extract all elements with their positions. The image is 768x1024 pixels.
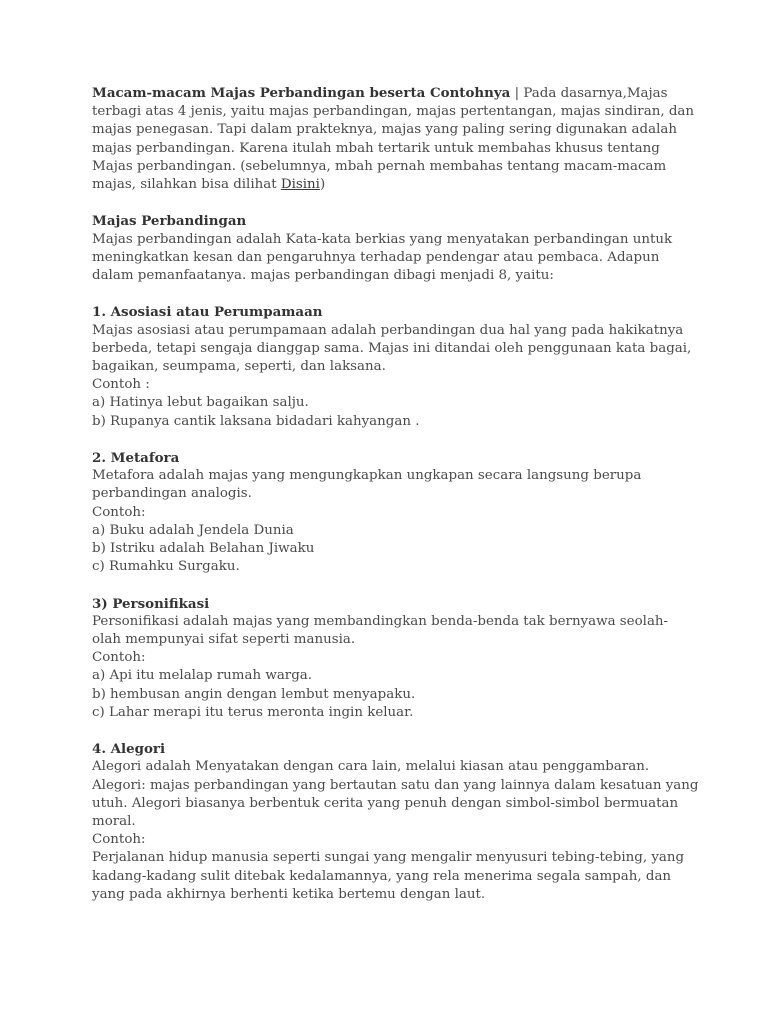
section-heading: 2. Metafora	[92, 450, 180, 467]
section-line: Contoh:	[92, 650, 146, 666]
section-line: kadang-kadang sulit ditebak kedalamannya, yang rela menerima segala sampah, dan	[92, 868, 672, 884]
section-line: b) Rupanya cantik laksana bidadari kahyangan .	[92, 413, 420, 429]
disini-link[interactable]: Disini	[280, 177, 320, 193]
section-line: berbeda, tetapi sengaja dianggap sama. Majas ini ditandai oleh penggunaan kata bagai,	[92, 340, 692, 356]
section-line: a) Buku adalah Jendela Dunia	[92, 522, 294, 538]
perbandingan-line: Majas perbandingan adalah Kata-kata berkias yang menyatakan perbandingan untuk	[92, 231, 673, 247]
section-line: bagaikan, seumpama, seperti, dan laksana.	[92, 359, 386, 375]
section-line: Majas asosiasi atau perumpamaan adalah perbandingan dua hal yang pada hakikatnya	[92, 322, 684, 338]
spacer	[92, 285, 682, 303]
section-line: yang pada akhirnya berhenti ketika bertemu dengan laut.	[92, 886, 486, 902]
section-line: c) Rumahku Surgaku.	[92, 559, 240, 575]
section-line: Alegori adalah Menyatakan dengan cara lain, melalui kiasan atau penggambaran.	[92, 759, 650, 775]
section-heading: 1. Asosiasi atau Perumpamaan	[92, 304, 323, 321]
intro-line-1-text: Pada dasarnya,Majas	[523, 86, 668, 101]
section-line: b) hembusan angin dengan lembut menyapaku.	[92, 686, 416, 702]
section-heading: 4. Alegori	[92, 741, 166, 758]
section-line: Alegori: majas perbandingan yang bertautan satu dan yang lainnya dalam kesatuan yang	[92, 777, 699, 793]
spacer	[92, 431, 682, 449]
section-line: perbandingan analogis.	[92, 486, 252, 502]
spacer	[92, 722, 682, 740]
intro-line: terbagi atas 4 jenis, yaitu majas perbandingan, majas pertentangan, majas sindiran, dan	[92, 104, 695, 120]
intro-closing-paren: )	[319, 177, 326, 193]
intro-last-text: majas, silahkan bisa dilihat	[92, 177, 281, 193]
intro-line-last	[92, 176, 682, 194]
perbandingan-line: dalam pemanfaatanya. majas perbandingan dibagi menjadi 8, yaitu:	[92, 268, 554, 284]
spacer	[92, 576, 682, 594]
section-line: a) Hatinya lebut bagaikan salju.	[92, 395, 309, 411]
section-line: Contoh:	[92, 832, 146, 848]
section-heading: 3) Personifikasi	[92, 595, 210, 612]
section-line: Metafora adalah majas yang mengungkapkan ungkapan secara langsung berupa	[92, 468, 642, 484]
intro-line: majas penegasan. Tapi dalam prakteknya, majas yang paling sering digunakan adalah	[92, 122, 677, 138]
section-line: c) Lahar merapi itu terus meronta ingin keluar.	[92, 704, 414, 720]
section-line: utuh. Alegori biasanya berbentuk cerita yang penuh dengan simbol-simbol bermuatan	[92, 795, 679, 811]
intro-line: Majas perbandingan. (sebelumnya, mbah pernah membahas tentang macam-macam	[92, 158, 667, 174]
section-line: olah mempunyai sifat seperti manusia.	[92, 632, 356, 648]
document-page	[92, 84, 699, 904]
section-metafora	[92, 449, 682, 576]
perbandingan-heading: Majas Perbandingan	[92, 213, 247, 230]
section-line: Contoh :	[92, 377, 150, 393]
section-line: moral.	[92, 814, 136, 830]
spacer	[92, 194, 682, 212]
title-separator: |	[510, 86, 524, 101]
section-asosiasi	[92, 303, 692, 430]
intro-paragraph	[92, 84, 695, 194]
section-line: Personifikasi adalah majas yang membandingkan benda-benda tak bernyawa seolah-	[92, 613, 669, 629]
intro-line-1	[92, 84, 682, 103]
section-line: Contoh:	[92, 504, 146, 520]
section-line: b) Istriku adalah Belahan Jiwaku	[92, 541, 315, 557]
article-title: Macam-macam Majas Perbandingan beserta Contohnya	[92, 85, 511, 101]
section-line: a) Api itu melalap rumah warga.	[92, 668, 313, 684]
section-alegori	[92, 740, 699, 904]
perbandingan-section	[92, 212, 682, 285]
section-personifikasi	[92, 595, 682, 722]
intro-line: majas perbandingan. Karena itulah mbah tertarik untuk membahas khusus tentang	[92, 140, 660, 156]
perbandingan-line: meningkatkan kesan dan pengaruhnya terhadap pendengar atau pembaca. Adapun	[92, 249, 660, 265]
section-line: Perjalanan hidup manusia seperti sungai yang mengalir menyusuri tebing-tebing, yang	[92, 850, 685, 866]
